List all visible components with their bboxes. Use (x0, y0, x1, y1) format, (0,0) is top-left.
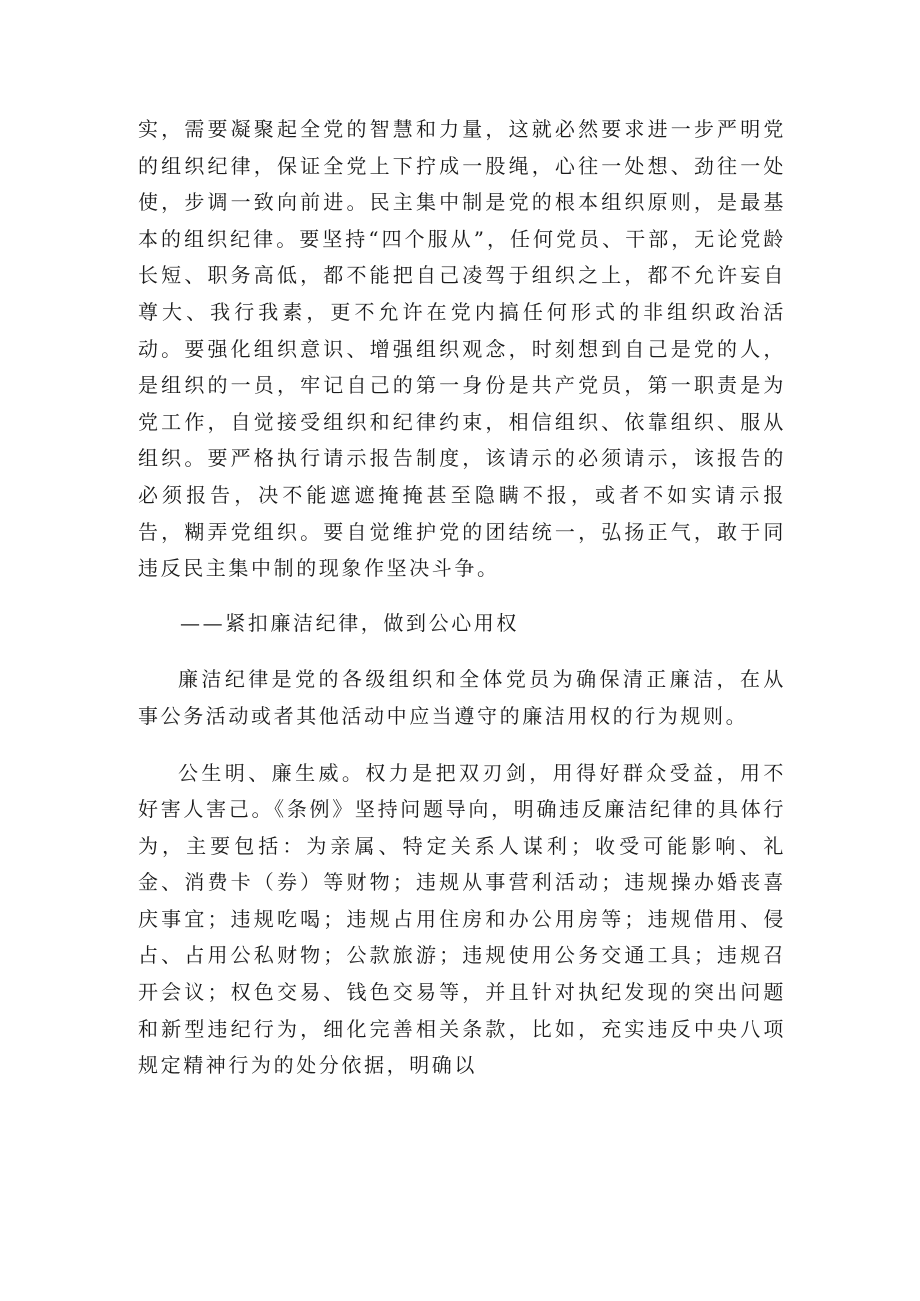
paragraph-organizational-discipline: 实，需要凝聚起全党的智慧和力量，这就必然要求进一步严明党的组织纪律，保证全党上下拧成一股绳，心往一处想、劲往一处使，步调一致向前进。民主集中制是党的根本组织原则，是最基本的组织纪律。要坚持“四个服从”，任何党员、干部，无论党龄长短、职务高低，都不能把自己凌驾于组织之上，都不允许妄自尊大、我行我素，更不允许在党内搞任何形式的非组织政治活动。要强化组织意识、增强组织观念，时刻想到自己是党的人，是组织的一员，牢记自己的第一身份是共产党员，第一职责是为党工作，自觉接受组织和纪律约束，相信组织、依靠组织、服从组织。要严格执行请示报告制度，该请示的必须请示，该报告的必须报告，决不能遮遮掩掩甚至隐瞒不报，或者不如实请示报告，糊弄党组织。要自觉维护党的团结统一，弘扬正气，敢于同违反民主集中制的现象作坚决斗争。 (138, 117, 786, 581)
paragraph-integrity-definition: 廉洁纪律是党的各级组织和全体党员为确保清正廉洁，在从事公务活动或者其他活动中应当遵守的廉洁用权的行为规则。 (138, 667, 786, 728)
paragraph-integrity-details: 公生明、廉生威。权力是把双刃剑，用得好群众受益，用不好害人害己。《条例》坚持问题导向，明确违反廉洁纪律的具体行为，主要包括：为亲属、特定关系人谋利；收受可能影响、礼金、消费卡（券）等财物；违规从事营利活动；违规操办婚丧喜庆事宜；违规吃喝；违规占用住房和办公用房等；违规借用、侵占、占用公私财物；公款旅游；违规使用公务交通工具；违规召开会议；权色交易、钱色交易等，并且针对执纪发现的突出问题和新型违纪行为，细化完善相关条款，比如，充实违反中央八项规定精神行为的处分依据，明确以 (138, 760, 786, 1078)
section-heading-integrity-discipline: ——紧扣廉洁纪律，做到公心用权 (180, 610, 519, 635)
document-body (138, 111, 786, 1084)
